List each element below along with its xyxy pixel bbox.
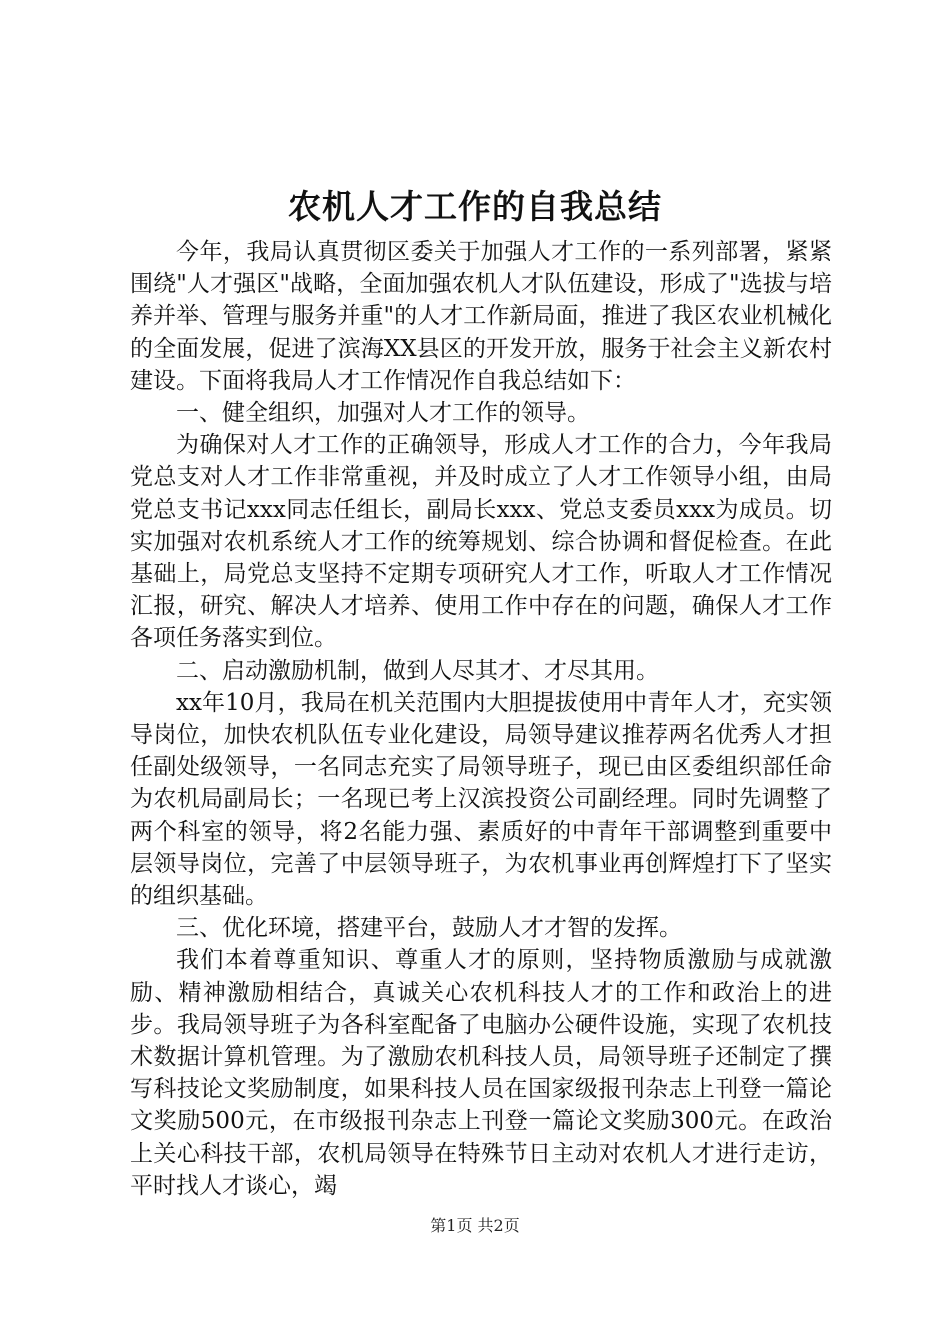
section-heading-1: 一、健全组织，加强对人才工作的领导。 xyxy=(176,400,590,427)
paragraph-section-1: 为确保对人才工作的正确领导，形成人才工作的合力，今年我局党总支对人才工作非常重视，并及时成立了人才工作领导小组，由局党总支书记xxx同志任组长，副局长xxx、党总支委员xxx为成员。切实加强对农机系统人才工作的统筹规划、综合协调和督促检查。在此基础上，局党总支坚持不定期专项研究人才工作，听取人才工作情况汇报，研究、解决人才培养、使用工作中存在的问题，确保人才工作各项任务落实到位。 xyxy=(130,432,832,652)
paragraph-intro: 今年，我局认真贯彻区委关于加强人才工作的一系列部署，紧紧围绕"人才强区"战略，全面加强农机人才队伍建设，形成了"选拔与培养并举、管理与服务并重"的人才工作新局面，推进了我区农业机械化的全面发展，促进了滨海XX县区的开发开放，服务于社会主义新农村建设。下面将我局人才工作情况作自我总结如下： xyxy=(130,239,832,394)
paragraph-section-2: xx年10月，我局在机关范围内大胆提拔使用中青年人才，充实领导岗位，加快农机队伍专业化建设，局领导建议推荐两名优秀人才担任副处级领导，一名同志充实了局领导班子，现已由区委组织部任命为农机局副局长；一名现已考上汉滨投资公司副经理。同时先调整了两个科室的领导，将2名能力强、素质好的中青年干部调整到重要中层领导岗位，完善了中层领导班子，为农机事业再创辉煌打下了坚实的组织基础。 xyxy=(130,689,832,910)
section-heading-2: 二、启动激励机制，做到人尽其才、才尽其用。 xyxy=(176,657,659,684)
paragraph-section-3: 我们本着尊重知识、尊重人才的原则，坚持物质激励与成就激励、精神激励相结合，真诚关心农机科技人才的工作和政治上的进步。我局领导班子为各科室配备了电脑办公硬件设施，实现了农机技术数据计算机管理。为了激励农机科技人员，局领导班子还制定了撰写科技论文奖励制度，如果科技人员在国家级报刊杂志上刊登一篇论文奖励500元，在市级报刊杂志上刊登一篇论文奖励300元。在政治上关心科技干部，农机局领导在特殊节日主动对农机人才进行走访，平时找人才谈心，竭 xyxy=(130,947,832,1199)
document-title: 农机人才工作的自我总结 xyxy=(288,187,662,226)
document-body xyxy=(130,236,832,1202)
section-heading-3: 三、优化环境，搭建平台，鼓励人才才智的发挥。 xyxy=(176,915,682,942)
page-number-footer: 第1页 共2页 xyxy=(430,1216,520,1235)
